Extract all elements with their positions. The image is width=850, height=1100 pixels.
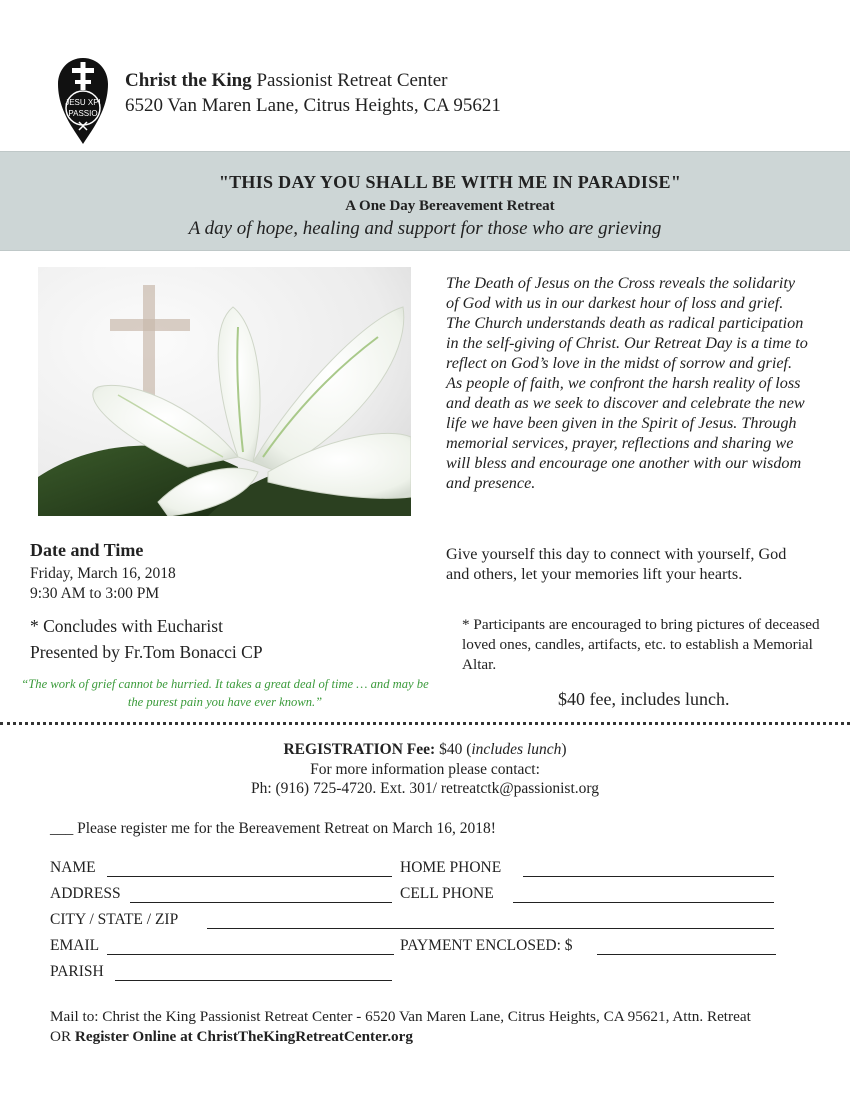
- registration-fee-label: REGISTRATION Fee:: [283, 741, 436, 758]
- cell-phone-label: CELL PHONE: [400, 885, 494, 902]
- event-time: 9:30 AM to 3:00 PM: [30, 585, 160, 602]
- mail-address: Mail to: Christ the King Passionist Retreat Center - 6520 Van Maren Lane, Citrus Heights, CA 95621, Attn. Retreat OR: [50, 1008, 751, 1045]
- dotted-divider: [0, 722, 850, 725]
- registration-fee-line: [0, 741, 850, 759]
- register-me-line[interactable]: ___ Please register me for the Bereavement Retreat on March 16, 2018!: [50, 820, 496, 837]
- banner-subtitle: A One Day Bereavement Retreat: [345, 198, 555, 214]
- registration-fee-amount: $40 (: [435, 741, 472, 758]
- passionist-logo: [52, 52, 114, 148]
- payment-label: PAYMENT ENCLOSED: $: [400, 937, 573, 954]
- registration-fee-close: ): [561, 741, 567, 758]
- banner-tagline: A day of hope, healing and support for those who are grieving: [188, 218, 662, 239]
- intro-paragraph: The Death of Jesus on the Cross reveals the solidarity of God with us in our darkest hour of loss and grief. The Church understands death as radical participation in the self-giving of Christ. Our Retreat Day is a time to reflect on God’s love in the midst of sorrow and grief. As people of faith, we confront the harsh reality of loss and death as we seek to discover and celebrate the new life we have been given in the Spirit of Jesus. Through memorial services, prayer, reflections and sharing we will bless and encourage one another with our wisdom and presence.: [446, 274, 808, 492]
- org-name-bold: Christ the King: [125, 70, 252, 91]
- contact-line: For more information please contact:: [310, 761, 540, 778]
- registration-fee-note: includes lunch: [471, 741, 562, 758]
- name-field[interactable]: [107, 876, 392, 877]
- home-phone-label: HOME PHONE: [400, 859, 502, 876]
- org-name: [125, 70, 447, 92]
- invite-paragraph: Give yourself this day to connect with yourself, God and others, let your memories lift your hearts.: [446, 545, 787, 583]
- cell-phone-field[interactable]: [513, 902, 774, 903]
- eucharist-note: * Concludes with Eucharist: [30, 616, 223, 636]
- parish-label: PARISH: [50, 963, 104, 980]
- logo-text-2: PASSIO: [68, 109, 98, 118]
- title-banner: [0, 151, 850, 251]
- logo-text-1: JESU XPI: [65, 98, 101, 107]
- name-label: NAME: [50, 859, 96, 876]
- address-field[interactable]: [130, 902, 392, 903]
- event-date: Friday, March 16, 2018: [30, 565, 176, 582]
- date-time-heading: Date and Time: [30, 540, 144, 560]
- address-label: ADDRESS: [50, 885, 121, 902]
- mail-instructions: [50, 1007, 770, 1047]
- presenter-line: Presented by Fr.Tom Bonacci CP: [30, 642, 263, 662]
- home-phone-field[interactable]: [523, 876, 774, 877]
- register-online-link[interactable]: Register Online at ChristTheKingRetreatCenter.org: [74, 1028, 413, 1045]
- participants-note: * Participants are encouraged to bring pictures of deceased loved ones, candles, artifacts, etc. to establish a Memorial Altar.: [462, 616, 820, 673]
- lily-cross-photo: [38, 267, 411, 516]
- payment-field[interactable]: [597, 954, 776, 955]
- parish-field[interactable]: [115, 980, 392, 981]
- banner-title: "THIS DAY YOU SHALL BE WITH ME IN PARADISE": [218, 172, 682, 192]
- fee-line: $40 fee, includes lunch.: [558, 689, 730, 709]
- city-state-zip-field[interactable]: [207, 928, 774, 929]
- grief-quote: “The work of grief cannot be hurried. It takes a great deal of time … and may be the purest pain you have ever known.”: [21, 677, 429, 709]
- email-label: EMAIL: [50, 937, 100, 954]
- org-address: 6520 Van Maren Lane, Citrus Heights, CA 95621: [125, 95, 501, 116]
- city-state-zip-label: CITY / STATE / ZIP: [50, 911, 179, 928]
- phone-email-line: Ph: (916) 725-4720. Ext. 301/ retreatctk@passionist.org: [250, 780, 600, 797]
- org-name-rest: Passionist Retreat Center: [251, 70, 448, 91]
- email-field[interactable]: [107, 954, 394, 955]
